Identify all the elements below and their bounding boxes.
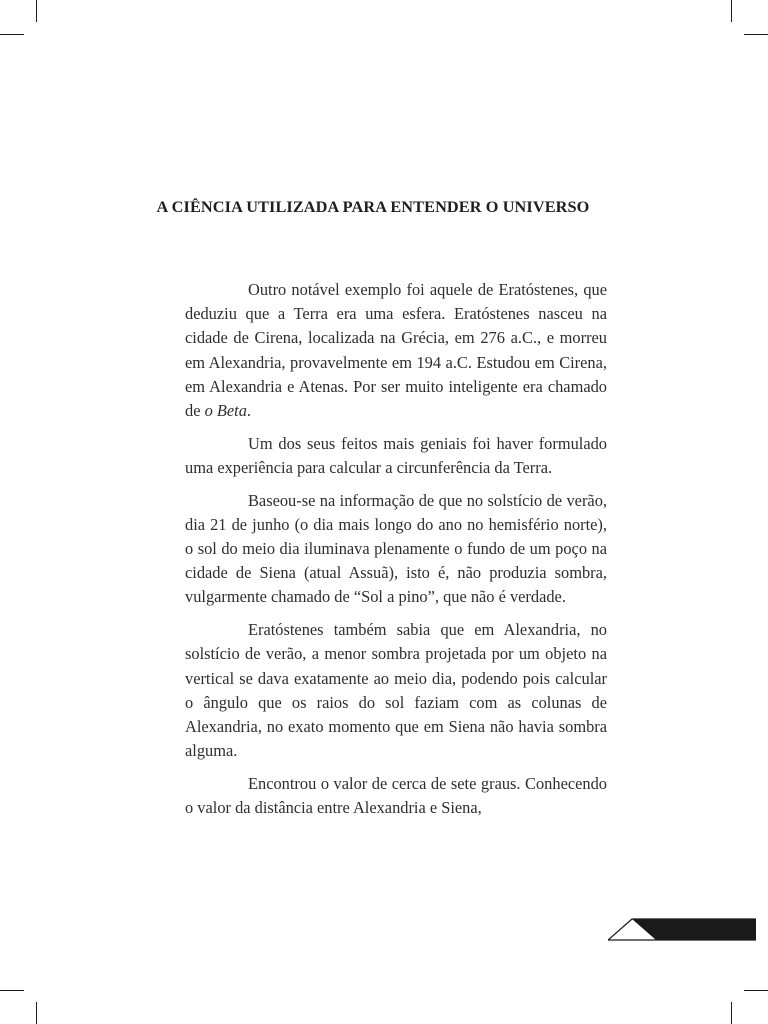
crop-mark-bottom-right-horizontal <box>744 990 768 991</box>
paragraph-1-text: Outro notável exemplo foi aquele de Eratóstenes, que deduziu que a Terra era uma esfera. Eratóstenes nasceu na cidade de Cirena, localizada na Grécia, em 276 a.C., e morreu em Alexandria, provavelmente em 194 a.C. Estudou em Cirena, em Alexandria e Atenas. Por ser muito inteligente era chamado de <box>185 280 607 421</box>
chapter-heading: A CIÊNCIA UTILIZADA PARA ENTENDER O UNIVERSO <box>156 196 590 216</box>
paragraph-5: Encontrou o valor de cerca de sete graus. Conhecendo o valor da distância entre Alexandria e Siena, <box>185 773 607 818</box>
crop-mark-top-left-vertical <box>36 0 37 22</box>
paragraph-1-end: . <box>246 401 252 421</box>
body-text <box>185 278 607 829</box>
crop-mark-bottom-right-vertical <box>731 1002 732 1024</box>
crop-mark-top-right-vertical <box>731 0 732 22</box>
corner-tab-icon <box>608 918 756 941</box>
crop-mark-bottom-left-vertical <box>36 1002 37 1024</box>
crop-mark-top-right-horizontal <box>744 34 768 35</box>
crop-mark-top-left-horizontal <box>0 34 24 35</box>
paragraph-1-italic: o Beta <box>204 401 247 421</box>
paragraph-4: Eratóstenes também sabia que em Alexandria, no solstício de verão, a menor sombra projetada por um objeto na vertical se dava exatamente ao meio dia, podendo pois calcular o ângulo que os raios do sol faziam com as colunas de Alexandria, no exato momento que em Siena não havia sombra alguma. <box>185 620 607 761</box>
paragraph-1 <box>185 278 607 423</box>
paragraph-2: Um dos seus feitos mais geniais foi haver formulado uma experiência para calcular a circunferência da Terra. <box>185 433 607 477</box>
crop-mark-bottom-left-horizontal <box>0 990 24 991</box>
paragraph-3: Baseou-se na informação de que no solstício de verão, dia 21 de junho (o dia mais longo do ano no hemisfério norte), o sol do meio dia iluminava plenamente o fundo de um poço na cidade de Siena (atual Assuã), isto é, não produzia sombra, vulgarmente chamado de “Sol a pino”, que não é verdade. <box>185 490 607 607</box>
